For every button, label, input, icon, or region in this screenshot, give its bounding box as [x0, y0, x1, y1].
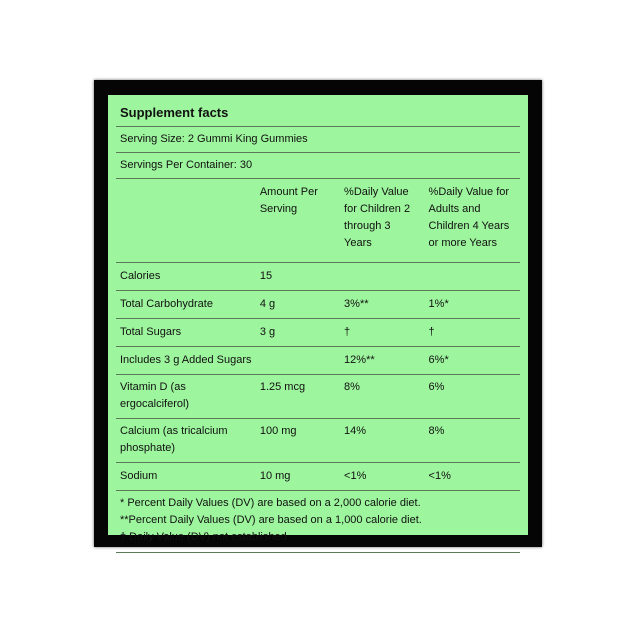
dv-children — [340, 263, 425, 291]
table-row — [116, 463, 520, 491]
footnote-1000: **Percent Daily Values (DV) are based on a 1,000 calorie diet. — [120, 514, 422, 526]
nutrient-name: Vitamin D (as ergocalciferol) — [116, 375, 256, 419]
supplement-facts-panel — [108, 95, 528, 543]
nutrient-name: Total Sugars — [116, 319, 256, 347]
header-cell — [116, 179, 256, 263]
servings-per-container: Servings Per Container: 30 — [116, 153, 520, 179]
footnotes — [116, 491, 520, 553]
header-amount: Amount Per Serving — [256, 179, 340, 263]
dv-children: <1% — [340, 463, 425, 491]
table-row — [116, 319, 520, 347]
facts-title: Supplement facts — [116, 98, 520, 127]
footnote-dv-not-established: † Daily Value (DV) not established. — [120, 531, 290, 543]
header-dv-children: %Daily Value for Children 2 through 3 Years — [340, 179, 425, 263]
table-row — [116, 347, 520, 375]
nutrient-name: Calcium (as tricalcium phosphate) — [116, 419, 256, 463]
table-row — [116, 419, 520, 463]
amount: 100 mg — [256, 419, 340, 463]
dv-children: 8% — [340, 375, 425, 419]
amount: 1.25 mcg — [256, 375, 340, 419]
supplement-facts-frame — [94, 80, 542, 547]
amount: 4 g — [256, 291, 340, 319]
dv-children: 3%** — [340, 291, 425, 319]
dv-children: † — [340, 319, 425, 347]
dv-adults: 1%* — [425, 291, 520, 319]
amount — [256, 347, 340, 375]
dv-adults: 6%* — [425, 347, 520, 375]
dv-children: 14% — [340, 419, 425, 463]
dv-adults: 6% — [425, 375, 520, 419]
nutrient-name: Sodium — [116, 463, 256, 491]
amount: 10 mg — [256, 463, 340, 491]
amount: 15 — [256, 263, 340, 291]
nutrient-name: Calories — [116, 263, 256, 291]
footnote-2000: * Percent Daily Values (DV) are based on a 2,000 calorie diet. — [120, 497, 421, 509]
table-row — [116, 263, 520, 291]
nutrient-name: Total Carbohydrate — [116, 291, 256, 319]
table-row — [116, 375, 520, 419]
dv-adults — [425, 263, 520, 291]
amount: 3 g — [256, 319, 340, 347]
table-header-row — [116, 179, 520, 263]
header-dv-adults: %Daily Value for Adults and Children 4 Years or more Years — [425, 179, 520, 263]
table-row — [116, 291, 520, 319]
dv-adults: <1% — [425, 463, 520, 491]
nutrient-name: Includes 3 g Added Sugars — [116, 347, 256, 375]
serving-size: Serving Size: 2 Gummi King Gummies — [116, 127, 520, 153]
dv-adults: 8% — [425, 419, 520, 463]
dv-children: 12%** — [340, 347, 425, 375]
nutrient-table — [116, 179, 520, 491]
dv-adults: † — [425, 319, 520, 347]
